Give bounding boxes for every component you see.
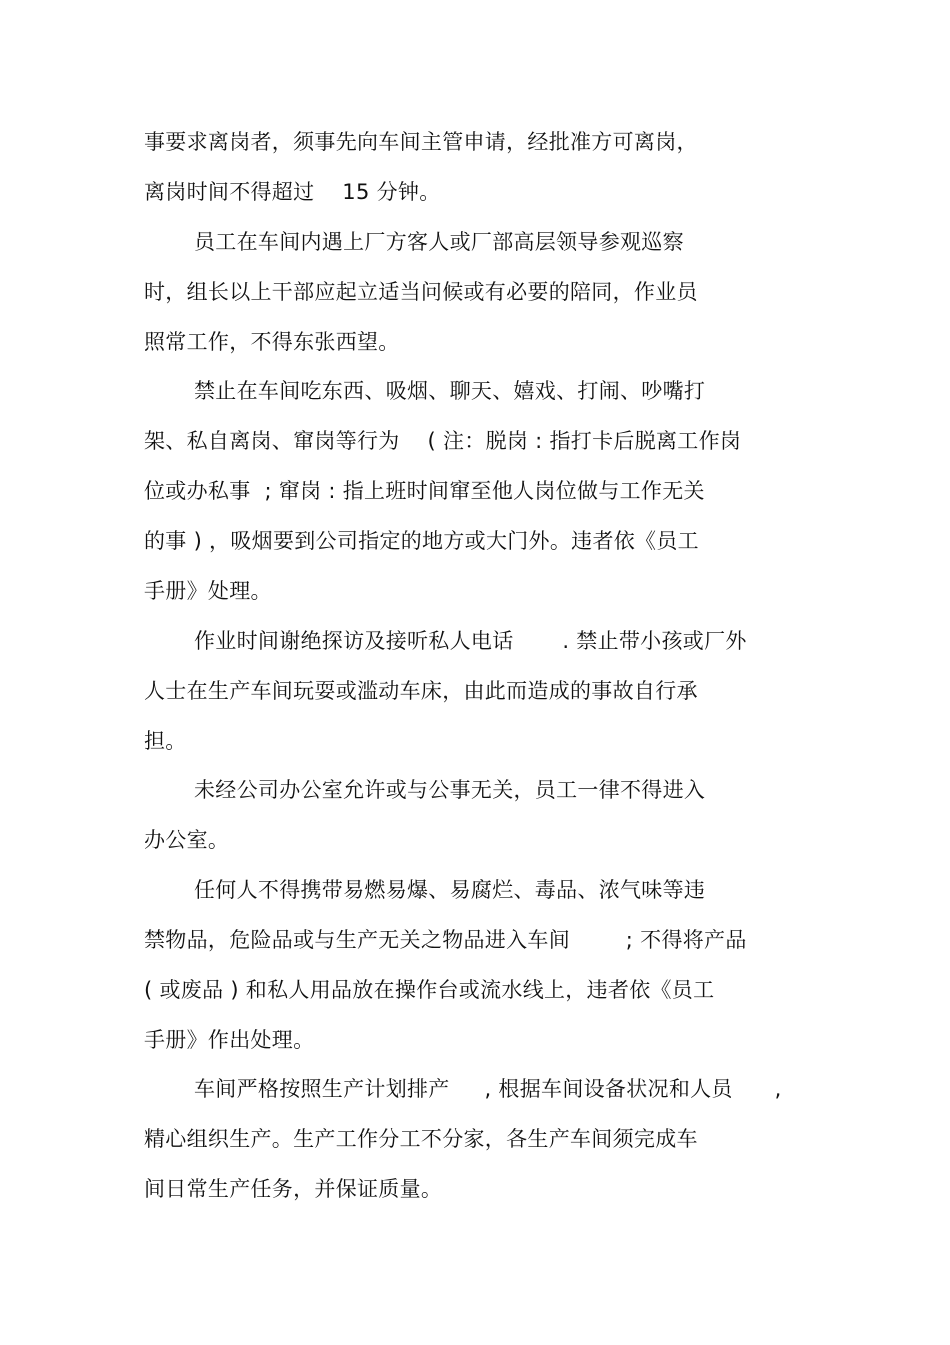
- text-line: 的事 ) ，吸烟要到公司指定的地方或大门外。违者依《员工: [144, 529, 699, 553]
- text-line: 人士在生产车间玩耍或滥动车床，由此而造成的事故自行承: [144, 679, 698, 703]
- text-line: ( 或废品 ) 和私人用品放在操作台或流水线上，违者依《员工: [144, 978, 715, 1002]
- text-line: 照常工作，不得东张西望。: [144, 330, 400, 354]
- text-line: 离岗时间不得超过 15 分钟。: [144, 180, 441, 204]
- text-line: 事要求离岗者，须事先向车间主管申请，经批准方可离岗，: [144, 130, 698, 154]
- paragraph-start-line: 车间严格按照生产计划排产 , 根据车间设备状况和人员 ,: [194, 1077, 782, 1101]
- text-line: 担。: [144, 729, 187, 753]
- text-line: 精心组织生产。生产工作分工不分家，各生产车间须完成车: [144, 1127, 698, 1151]
- text-line: 办公室。: [144, 828, 230, 852]
- text-line: 禁物品，危险品或与生产无关之物品进入车间 ; 不得将产品: [144, 928, 747, 952]
- text-line: 间日常生产任务，并保证质量。: [144, 1177, 443, 1201]
- paragraph-start-line: 任何人不得携带易燃易爆、易腐烂、毒品、浓气味等违: [194, 878, 706, 902]
- text-line: 时，组长以上干部应起立适当问候或有必要的陪同，作业员: [144, 280, 698, 304]
- text-line: 手册》处理。: [144, 579, 272, 603]
- paragraph-start-line: 禁止在车间吃东西、吸烟、聊天、嬉戏、打闹、吵嘴打: [194, 379, 706, 403]
- paragraph-start-line: 未经公司办公室允许或与公事无关，员工一律不得进入: [194, 778, 706, 802]
- text-line: 手册》作出处理。: [144, 1028, 315, 1052]
- text-line: 位或办私事 ; 窜岗 : 指上班时间窜至他人岗位做与工作无关: [144, 479, 705, 503]
- paragraph-start-line: 作业时间谢绝探访及接听私人电话 . 禁止带小孩或厂外: [194, 629, 747, 653]
- paragraph-start-line: 员工在车间内遇上厂方客人或厂部高层领导参观巡察: [194, 230, 684, 254]
- text-line: 架、私自离岗、窜岗等行为 ( 注：脱岗 : 指打卡后脱离工作岗: [144, 429, 742, 453]
